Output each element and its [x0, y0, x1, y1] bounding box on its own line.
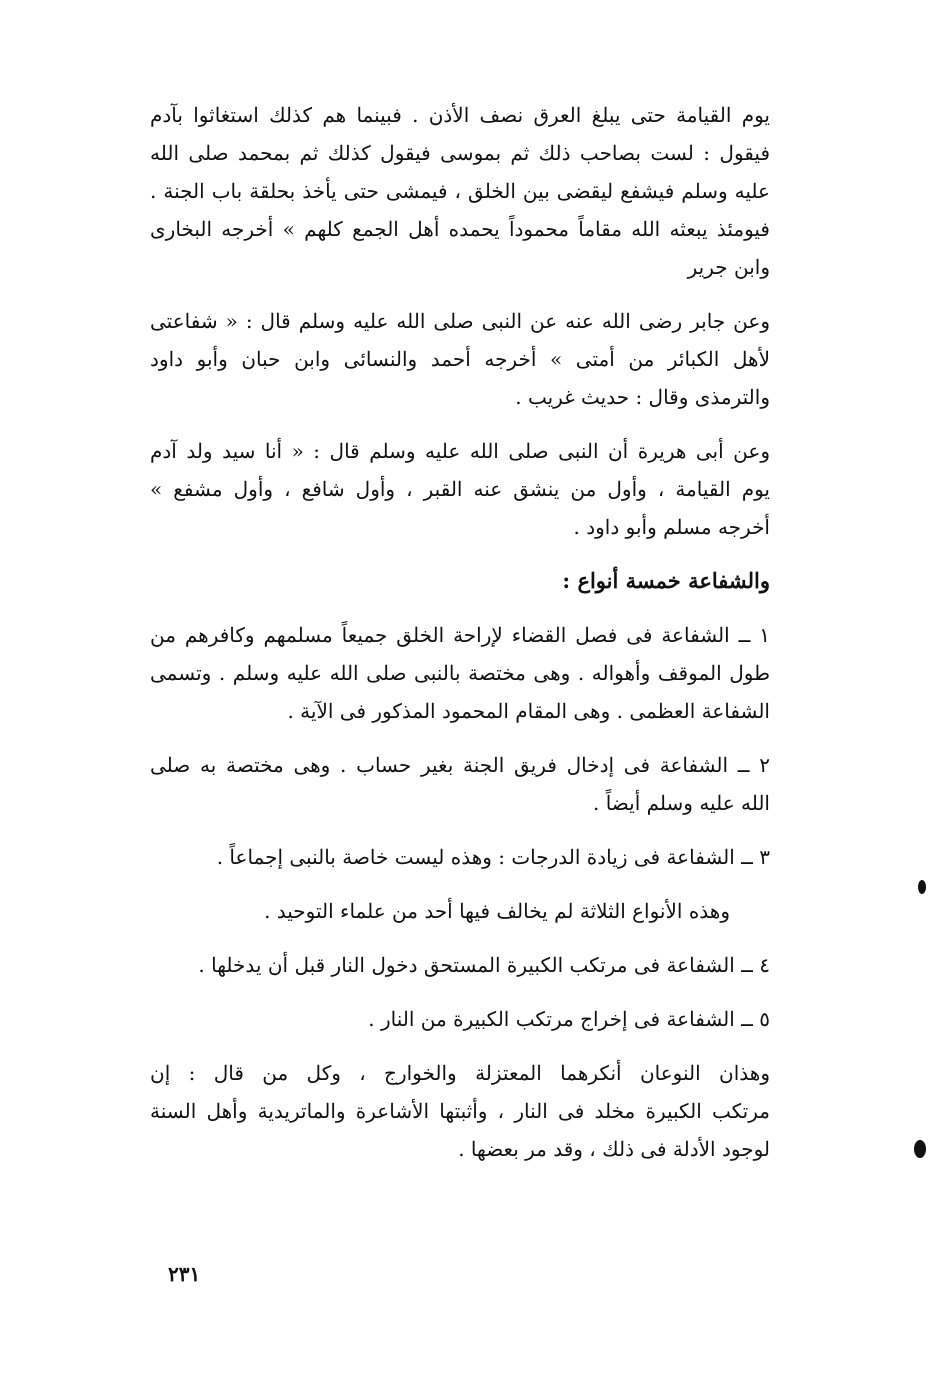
text-line: والترمذى وقال : حديث غريب .: [515, 385, 770, 409]
section-heading: والشفاعة خمسة أنواع :: [562, 568, 770, 593]
scan-mark-dot: [918, 880, 926, 894]
text-line: فيومئذ يبعثه الله مقاماً محموداً يحمده أهل الجمع كلهم » أخرجه البخارى: [150, 217, 770, 241]
text-line: وهذان النوعان أنكرهما المعتزلة والخوارج ، وكل من قال : إن: [150, 1061, 770, 1085]
intercession-type-5: ٥ ــ الشفاعة فى إخراج مرتكب الكبيرة من النار .: [368, 1007, 770, 1031]
intercession-type-4: ٤ ــ الشفاعة فى مرتكب الكبيرة المستحق دخول النار قبل أن يدخلها .: [198, 953, 770, 977]
text-line: وعن جابر رضى الله عنه عن النبى صلى الله عليه وسلم قال : « شفاعتى: [150, 309, 770, 333]
text-line: وابن جرير: [687, 255, 770, 279]
page-number: ٢٣١: [168, 1262, 201, 1286]
text-line: يوم القيامة ، وأول من ينشق عنه القبر ، وأول شافع ، وأول مشفع »: [150, 477, 770, 501]
text-line: ١ ــ الشفاعة فى فصل القضاء لإراحة الخلق جميعاً مسلمهم وكافرهم من: [150, 623, 770, 647]
text-line: الله عليه وسلم أيضاً .: [592, 791, 770, 815]
text-line: يوم القيامة حتى يبلغ العرق نصف الأذن . فبينما هم كذلك استغاثوا بآدم: [150, 103, 770, 127]
text-line: طول الموقف وأهواله . وهى مختصة بالنبى صلى الله عليه وسلم . وتسمى: [150, 661, 770, 685]
text-line: وعن أبى هريرة أن النبى صلى الله عليه وسلم قال : « أنا سيد ولد آدم: [150, 439, 770, 463]
paragraph-resurrection-hadith: [150, 96, 770, 286]
note-three-types: وهذه الأنواع الثلاثة لم يخالف فيها أحد من علماء التوحيد .: [264, 899, 730, 923]
paragraph-abu-hurayra-hadith: [150, 432, 770, 546]
text-line: لأهل الكبائر من أمتى » أخرجه أحمد والنسائى وابن حبان وأبو داود: [150, 347, 770, 371]
paragraph-closing: [150, 1054, 770, 1168]
text-line: الشفاعة العظمى . وهى المقام المحمود المذكور فى الآية .: [287, 699, 770, 723]
intercession-type-2: [150, 746, 770, 822]
text-line: أخرجه مسلم وأبو داود .: [573, 515, 770, 539]
paragraph-jabir-hadith: [150, 302, 770, 416]
page-content: [150, 96, 770, 1184]
scan-mark-dot: [914, 1140, 926, 1158]
intercession-type-1: [150, 616, 770, 730]
text-line: عليه وسلم فيشفع ليقضى بين الخلق ، فيمشى حتى يأخذ بحلقة باب الجنة .: [150, 179, 770, 203]
text-line: لوجود الأدلة فى ذلك ، وقد مر بعضها .: [458, 1137, 770, 1161]
text-line: مرتكب الكبيرة مخلد فى النار ، وأثبتها الأشاعرة والماتريدية وأهل السنة: [150, 1099, 770, 1123]
intercession-type-3: ٣ ــ الشفاعة فى زيادة الدرجات : وهذه ليست خاصة بالنبى إجماعاً .: [216, 845, 770, 869]
text-line: ٢ ــ الشفاعة فى إدخال فريق الجنة بغير حساب . وهى مختصة به صلى: [150, 753, 770, 777]
text-line: فيقول : لست بصاحب ذلك ثم بموسى فيقول كذلك ثم بمحمد صلى الله: [150, 141, 770, 165]
